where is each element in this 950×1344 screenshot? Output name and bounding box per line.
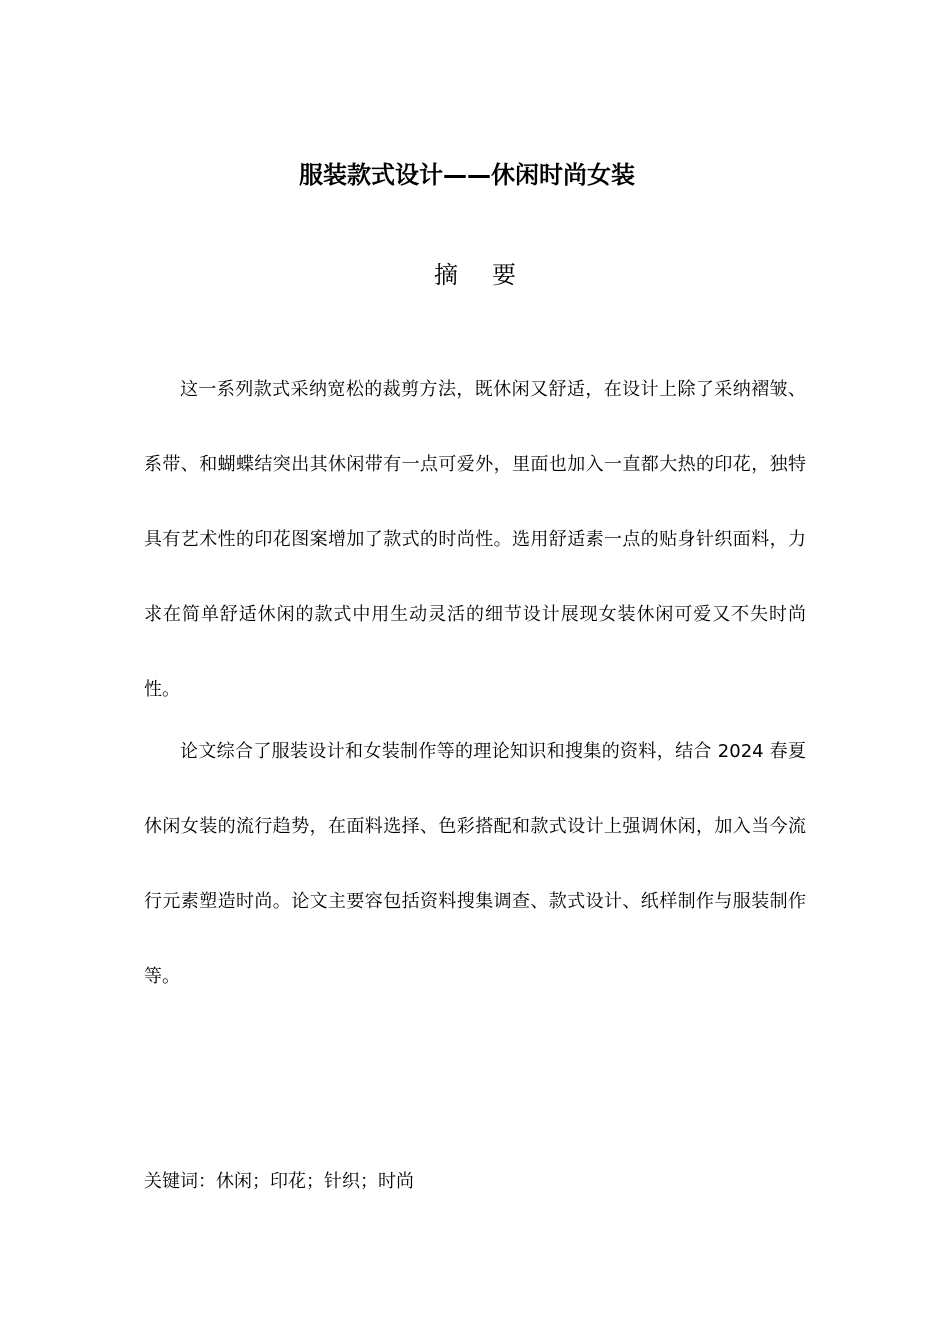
document-title: 服装款式设计——休闲时尚女装 [299, 161, 635, 189]
keywords-line: 关键词：休闲；印花；针织；时尚 [144, 1171, 414, 1192]
abstract-paragraph-1: 这一系列款式采纳宽松的裁剪方法，既休闲又舒适，在设计上除了采纳褶皱、系带、和蝴蝶结突出其休闲带有一点可爱外，里面也加入一直都大热的印花，独特具有艺术性的印花图案增加了款式的时尚性。选用舒适素一点的贴身针织面料，力求在简单舒适休闲的款式中用生动灵活的细节设计展现女装休闲可爱又不失时尚性。 [144, 379, 806, 700]
abstract-heading: 摘要 [434, 261, 550, 289]
abstract-paragraph-2: 论文综合了服装设计和女装制作等的理论知识和搜集的资料，结合 2024 春夏休闲女装的流行趋势，在面料选择、色彩搭配和款式设计上强调休闲，加入当今流行元素塑造时尚。论文主要容包括资料搜集调查、款式设计、纸样制作与服装制作等。 [144, 741, 806, 987]
